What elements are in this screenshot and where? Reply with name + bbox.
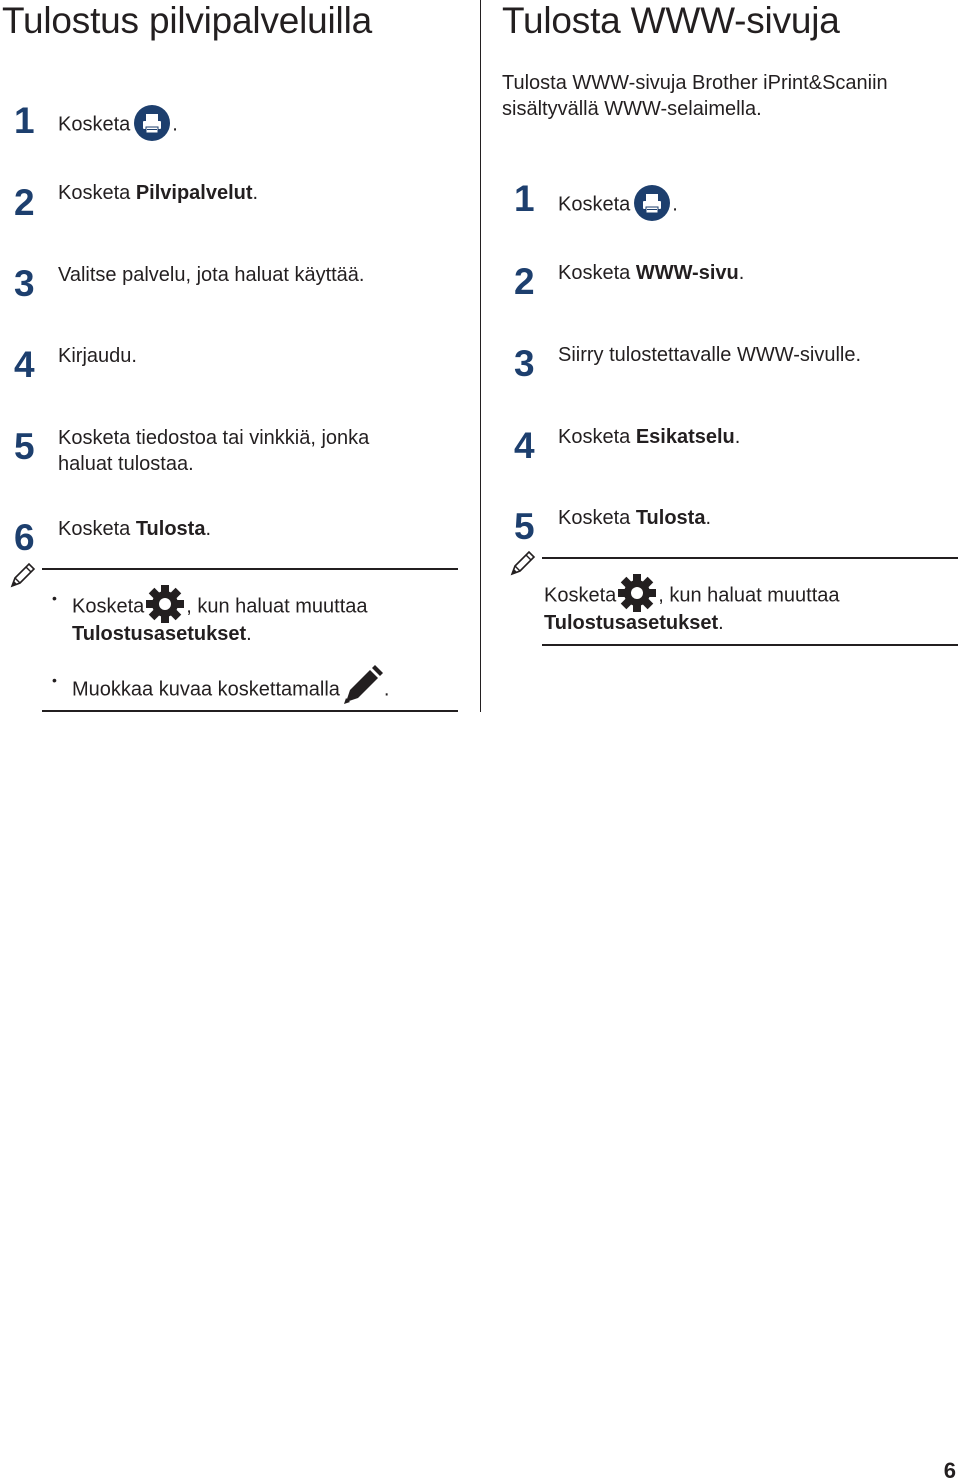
step-text-prefix: Kosketa xyxy=(558,262,636,284)
note-text-prefix: Muokkaa kuvaa koskettamalla xyxy=(72,678,340,701)
step-number: 3 xyxy=(514,343,535,384)
step-text-bold: Tulosta xyxy=(135,518,206,540)
bullet: • xyxy=(52,672,57,688)
step-text-bold: Pilvipalvelut xyxy=(135,182,253,204)
step-number: 2 xyxy=(514,261,535,302)
step-text xyxy=(558,187,678,223)
gear-icon xyxy=(144,583,186,625)
note-pencil-icon xyxy=(508,548,538,578)
note-rule-top xyxy=(542,557,958,559)
step-number: 3 xyxy=(14,263,35,304)
note-text-bold: Tulostusasetukset xyxy=(544,612,719,634)
step-text-suffix: . xyxy=(205,518,212,540)
step-text-line1: Kosketa tiedostoa tai vinkkiä, jonka xyxy=(58,427,370,449)
note-text-suffix: , kun haluat muuttaa xyxy=(186,595,368,618)
page-number: 6 xyxy=(943,1458,956,1483)
note-rule-bottom xyxy=(42,710,458,712)
step-text xyxy=(58,107,178,143)
note-text-end: . xyxy=(718,612,724,634)
note-text-prefix: Kosketa xyxy=(72,595,145,618)
left-title: Tulostus pilvipalveluilla xyxy=(2,0,372,41)
step-text: Siirry tulostettavalle WWW-sivulle. xyxy=(558,344,862,366)
step-text-prefix: Kosketa xyxy=(558,426,636,448)
step-text: Kirjaudu. xyxy=(58,345,137,367)
step-text-prefix: Kosketa xyxy=(58,113,131,136)
bullet: • xyxy=(52,590,57,606)
step-number: 1 xyxy=(514,178,535,219)
step-text-bold: WWW-sivu xyxy=(635,262,739,284)
intro-line2: sisältyvällä WWW-selaimella. xyxy=(502,98,762,120)
right-title: Tulosta WWW-sivuja xyxy=(502,0,840,41)
edit-pencil-icon xyxy=(340,662,384,706)
step-text-suffix: . xyxy=(705,507,712,529)
step-text-suffix: . xyxy=(252,182,259,204)
step-text xyxy=(58,516,211,542)
step-number: 4 xyxy=(514,425,535,466)
note-rule-bottom xyxy=(542,644,958,646)
step-number: 2 xyxy=(14,182,35,223)
gear-icon xyxy=(616,572,658,614)
step-text-suffix: . xyxy=(672,193,678,216)
note-text-end: . xyxy=(246,623,252,645)
step-text xyxy=(558,260,744,286)
step-text xyxy=(558,505,711,531)
note-text-suffix: , kun haluat muuttaa xyxy=(658,584,840,607)
print-icon xyxy=(134,105,170,141)
step-number: 5 xyxy=(14,426,35,467)
step-text-prefix: Kosketa xyxy=(558,507,636,529)
intro-line1: Tulosta WWW-sivuja Brother iPrint&Scaniin xyxy=(502,72,888,94)
step-text-prefix: Kosketa xyxy=(558,193,631,216)
step-text: Valitse palvelu, jota haluat käyttää. xyxy=(58,264,365,286)
note-pencil-icon xyxy=(8,560,38,590)
note-text-line2 xyxy=(544,610,724,636)
step-text-suffix: . xyxy=(734,426,741,448)
note-text-line2 xyxy=(72,621,252,647)
step-text-bold: Tulosta xyxy=(635,507,706,529)
step-text-prefix: Kosketa xyxy=(58,518,136,540)
step-text xyxy=(58,180,258,206)
note-rule-top xyxy=(42,568,458,570)
step-number: 6 xyxy=(14,517,35,558)
note-text-bold: Tulostusasetukset xyxy=(72,623,247,645)
step-text-suffix: . xyxy=(738,262,745,284)
step-text-prefix: Kosketa xyxy=(58,182,136,204)
step-text xyxy=(558,424,740,450)
step-number: 5 xyxy=(514,506,535,547)
step-number: 4 xyxy=(14,344,35,385)
step-number: 1 xyxy=(14,100,35,141)
column-divider xyxy=(480,0,481,712)
print-icon xyxy=(634,185,670,221)
step-text-line2: haluat tulostaa. xyxy=(58,453,194,475)
step-text-suffix: . xyxy=(172,113,178,136)
note-text-suffix: . xyxy=(383,678,390,701)
note-text-prefix: Kosketa xyxy=(544,584,617,607)
step-text-bold: Esikatselu xyxy=(635,426,735,448)
note-text xyxy=(72,668,389,712)
